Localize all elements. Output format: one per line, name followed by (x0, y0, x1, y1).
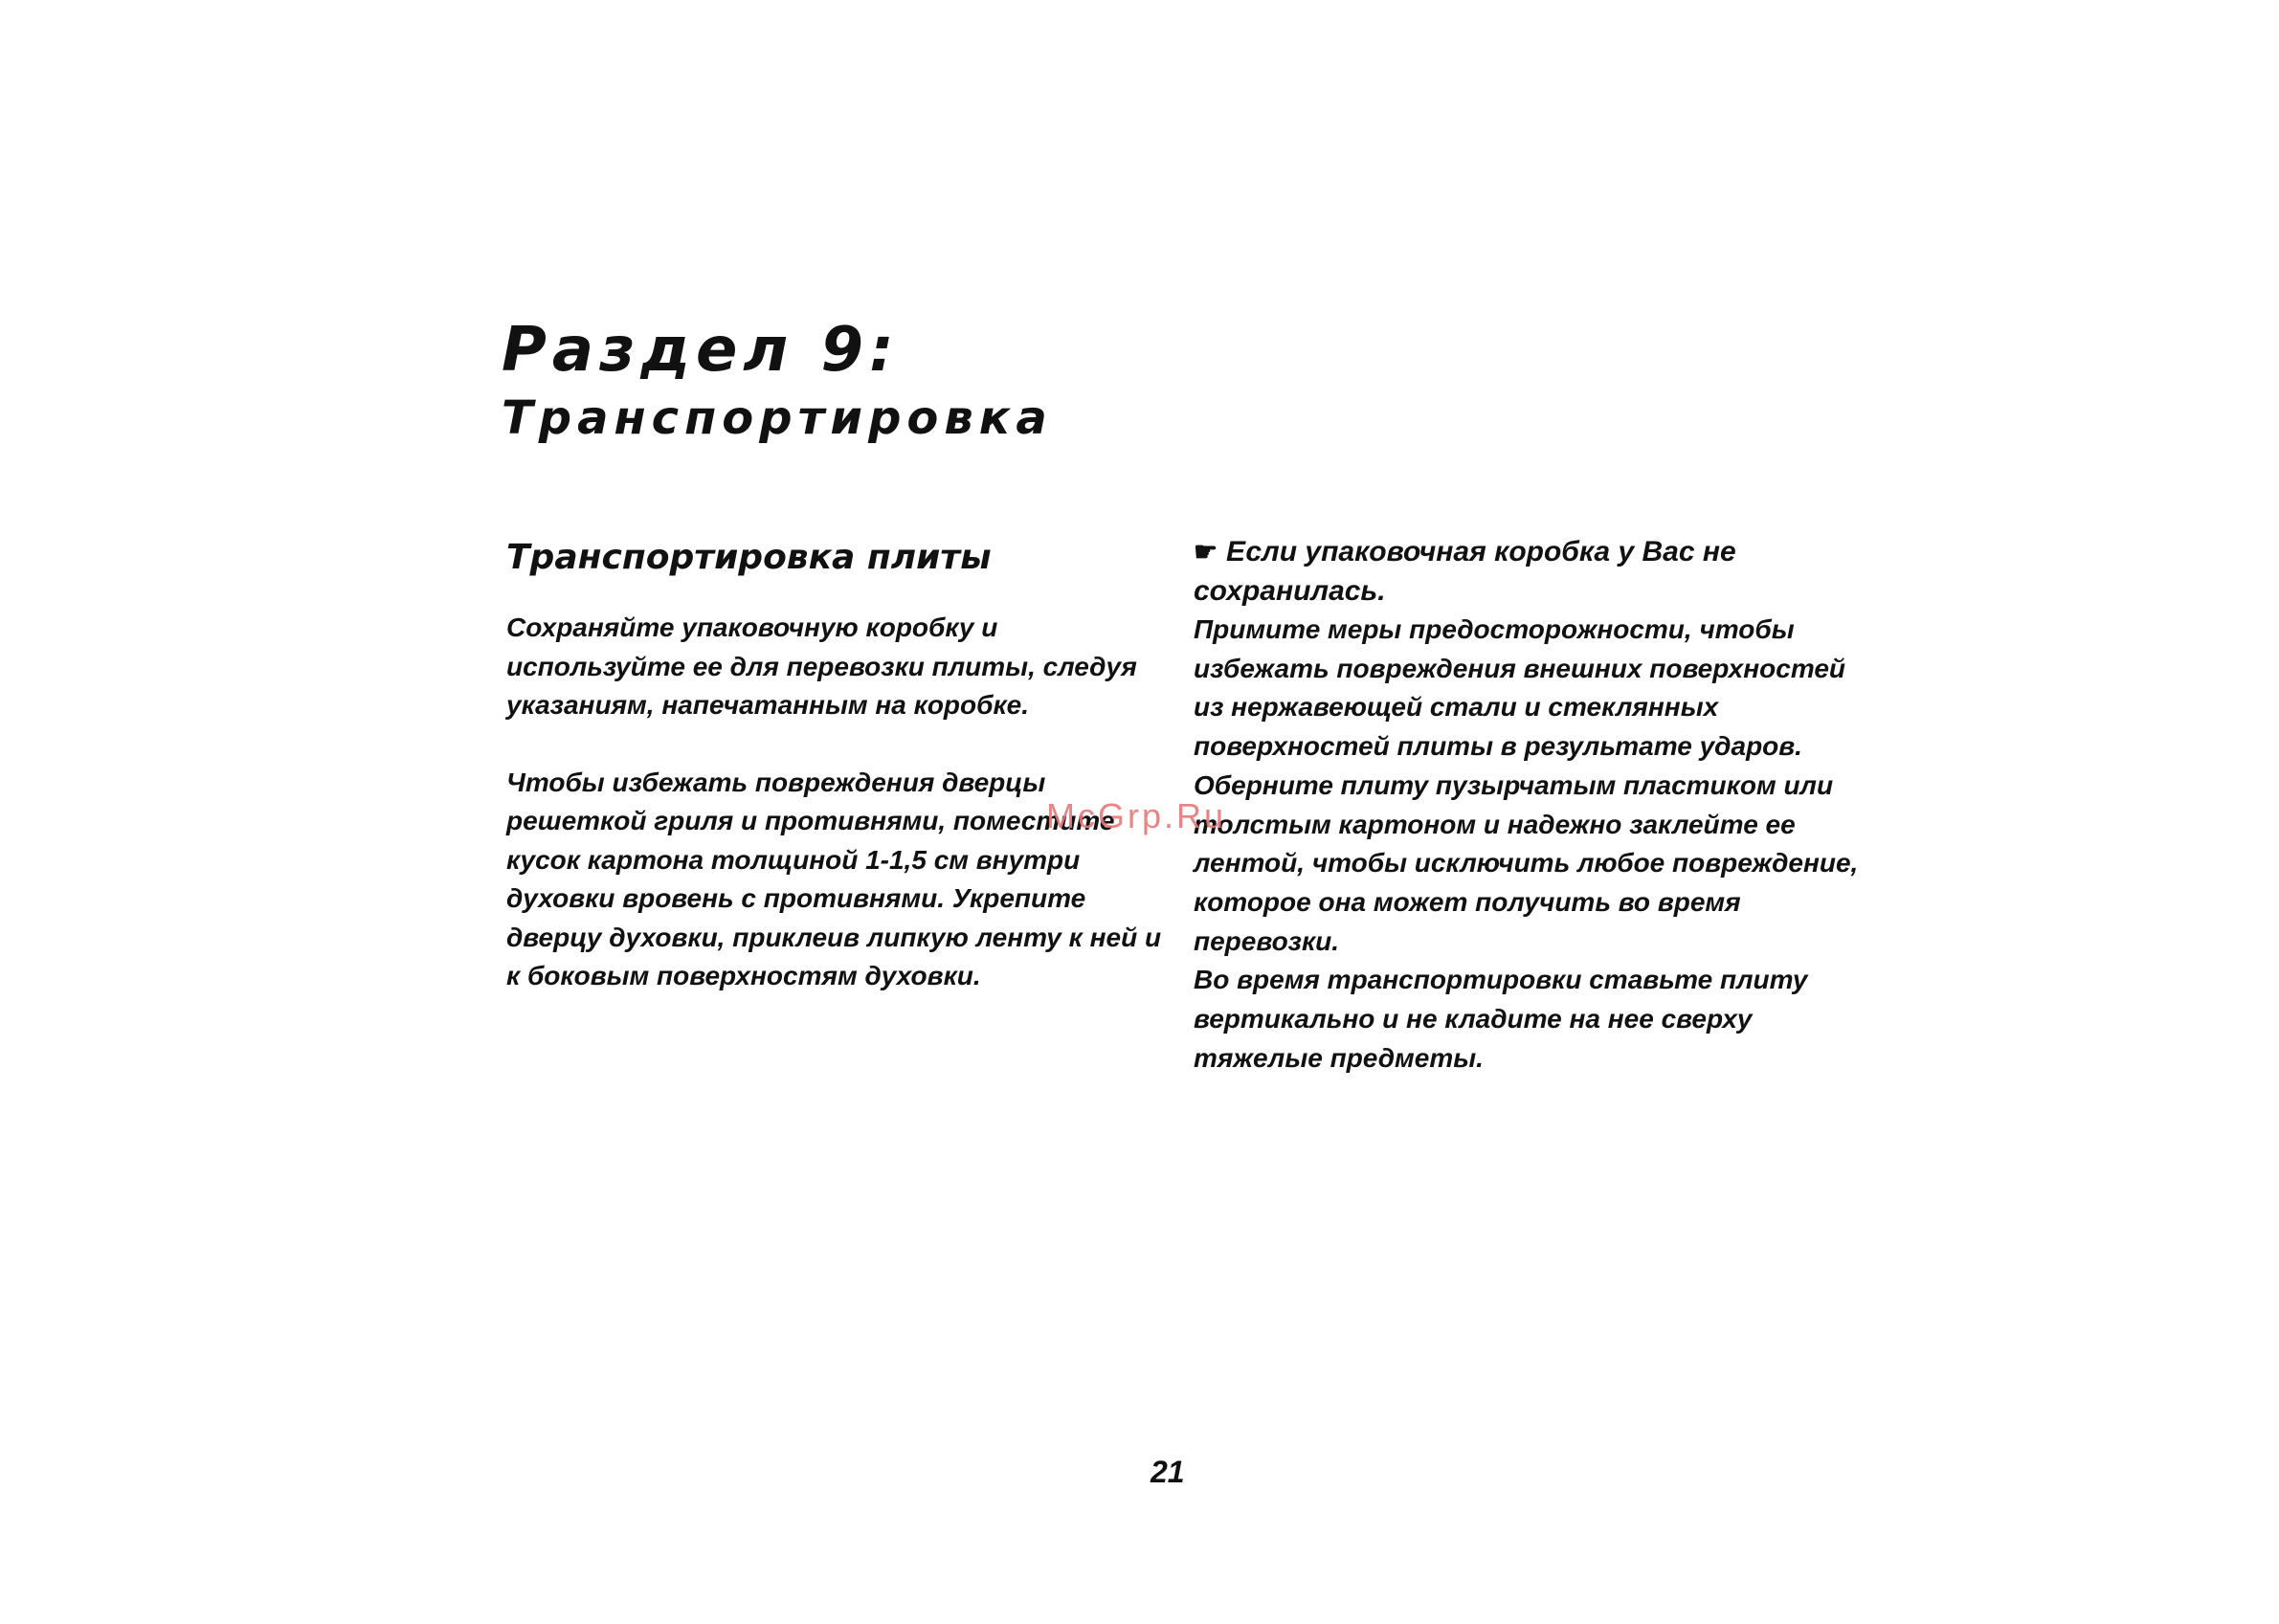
page-title-block (502, 312, 1053, 448)
transport-heading: Транспортировка плиты (506, 538, 992, 577)
left-column (506, 532, 1167, 996)
vertical-transport-note: Во время транспортировки ставьте плиту вертикально и не кладите на нее сверху тяжелые предметы. (1194, 965, 1808, 1073)
no-box-note-heading-text: Если упаковочная коробка у Вас не сохранилась. (1194, 536, 1736, 607)
right-column (1194, 532, 1864, 1078)
no-box-note-body: Примите меры предосторожности, чтобы избежать повреждения внешних поверхностей из нержавеющей стали и стеклянных поверхностей плиты в результате ударов. Оберните плиту пузырчатым пластиком или толстым картоном и надежно заклейте ее лентой, чтобы исключить любое повреждение, которое она может получить во время перевозки. (1194, 614, 1859, 956)
section-title: Транспортировка (502, 391, 1053, 445)
watermark: McGrp.Ru (1046, 796, 1227, 835)
door-protection-paragraph: Чтобы избежать повреждения дверцы решеткой гриля и противнями, поместите кусок картона толщиной 1-1,5 см внутри духовки вровень с противнями. Укрепите дверцу духовки, приклеив липкую ленту к ней и к боковым поверхностям духовки. (506, 767, 1162, 990)
section-number: Раздел 9: (502, 315, 900, 386)
no-box-note-heading (1194, 532, 1864, 611)
packaging-paragraph: Сохраняйте упаковочную коробку и используйте ее для перевозки плиты, следуя указаниям, напечатанным на коробке. (506, 612, 1137, 720)
page-number: 21 (1151, 1455, 1185, 1489)
pointing-hand-icon: ☛ (1194, 537, 1218, 567)
